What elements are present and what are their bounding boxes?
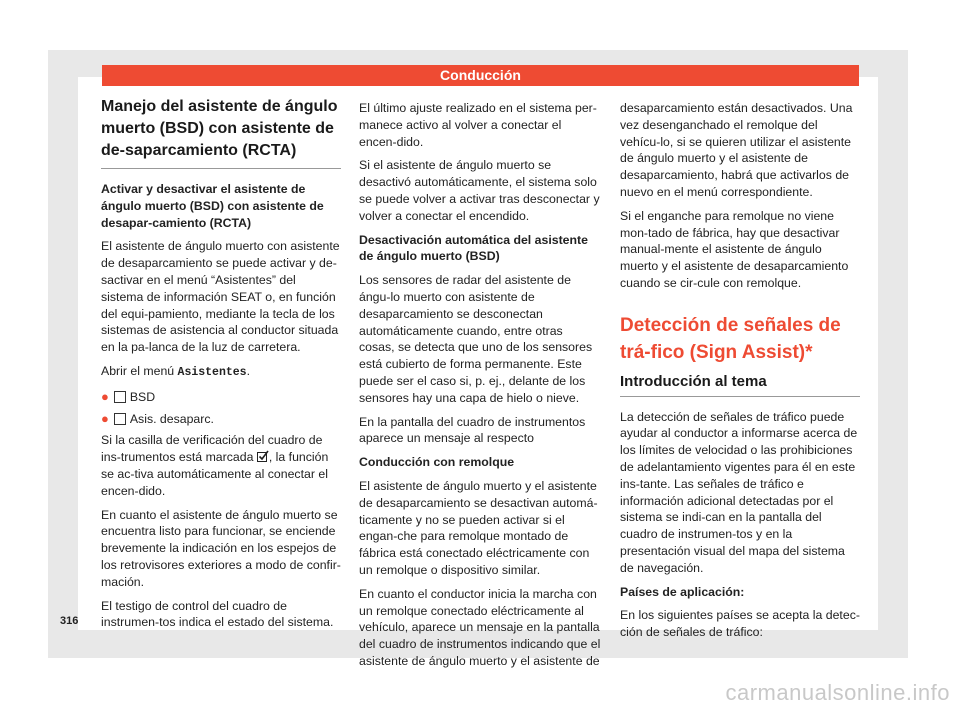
- bullet-icon: ●: [101, 410, 109, 426]
- paragraph: El testigo de control del cuadro de instrumen-tos indica el estado del sistema.: [101, 598, 334, 630]
- paragraph: En los siguientes países se acepta la detec-ción de señales de tráfico:: [620, 608, 860, 640]
- subsection-heading: Activar y desactivar el asistente de ángulo muerto (BSD) con asistente de desapar-camiento (RCTA): [101, 182, 324, 230]
- page-number: 316: [60, 615, 79, 627]
- subsection-heading: Países de aplicación:: [620, 584, 745, 599]
- paragraph: Si el enganche para remolque no viene mon-tado de fábrica, hay que desactivar manual-mente el asistente de ángulo muerto y el asistente de desaparcamiento cuando se cir-cule con remolque.: [620, 208, 849, 290]
- section-title: Manejo del asistente de ángulo muerto (BSD) con asistente de de-saparcamiento (RCTA): [101, 96, 341, 169]
- watermark: carmanualsonline.info: [725, 680, 950, 705]
- menu-instruction-end: .: [246, 363, 250, 378]
- list-item-label: Asis. desaparc.: [129, 411, 214, 426]
- subsection-heading: Desactivación automática del asistente de ángulo muerto (BSD): [359, 232, 588, 264]
- list-item: [101, 411, 341, 428]
- checkbox-icon: [114, 391, 126, 403]
- paragraph: La detección de señales de tráfico puede ayudar al conductor a informarse acerca de los límites de velocidad o las prohibiciones de adelantamiento vigentes para él en este ins-tante. Las señales de tráfico e información adicional detectadas por el sistema se indi-can en la pantalla del cuadro de instrumen-tos y en la presentación visual del mapa del sistema de navegación.: [620, 409, 858, 575]
- menu-name: Asistentes: [177, 365, 247, 379]
- checked-checkbox-icon: [257, 450, 269, 462]
- subsection-heading: Conducción con remolque: [359, 455, 515, 470]
- chapter-title: Detección de señales de trá-fico (Sign Assist)*: [620, 314, 841, 363]
- paragraph-text: , la función se ac-tiva automáticamente al conectar el encen-dido.: [101, 450, 329, 498]
- chapter-header: Conducción: [102, 65, 859, 86]
- bullet-icon: ●: [101, 388, 109, 404]
- paragraph: Los sensores de radar del asistente de ángu-lo muerto con asistente de desaparcamiento se desconectan automáticamente cuando, entre otras cosas, se detecta que uno de los sensores está cubierto de forma permanente. Este puede ser el caso si, p. ej., delante de los sensores hay una capa de hielo o nieve.: [359, 273, 593, 405]
- paragraph: En la pantalla del cuadro de instrumentos aparece un mensaje al respecto: [359, 414, 586, 446]
- column-1: [101, 96, 341, 638]
- paragraph: El asistente de ángulo muerto y el asistente de desaparcamiento se desactivan automá-ticamente y no se pueden activar si el engan-che para remolque montado de fábrica está conectado eléctricamente con un remolque o dispositivo similar.: [359, 478, 598, 577]
- paragraph: desaparcamiento están desactivados. Una vez desenganchado el remolque del vehícu-lo, si se quieren utilizar el asistente de ángulo muerto y el asistente de desaparcamiento, habrá que activarlos de nuevo en el menú correspondiente.: [620, 101, 853, 199]
- paragraph: [101, 432, 341, 499]
- paragraph: El último ajuste realizado en el sistema per-manece activo al volver a conectar el encen-dido.: [359, 101, 597, 149]
- column-3: [620, 100, 860, 648]
- checkbox-icon: [114, 413, 126, 425]
- paragraph-text: Si la casilla de verificación del cuadro de ins-trumentos está marcada: [101, 433, 323, 465]
- section-title: Introducción al tema: [620, 374, 860, 397]
- paragraph: En cuanto el conductor inicia la marcha con un remolque conectado eléctricamente al vehículo, aparece un mensaje en la pantalla del cuadro de instrumentos indicando que el asistente de ángulo muerto y el asistente de: [359, 586, 601, 668]
- menu-instruction-text: Abrir el menú: [101, 363, 178, 378]
- menu-instruction: [101, 363, 341, 382]
- list-item-label: BSD: [129, 389, 156, 404]
- paragraph: Si el asistente de ángulo muerto se desactivó automáticamente, el sistema solo se puede volver a activar tras desconectar y volver a conectar el encendido.: [359, 158, 600, 223]
- paragraph: En cuanto el asistente de ángulo muerto se encuentra listo para funcionar, se enciende brevemente la indicación en los espejos de los retrovisores exteriores a modo de confir-mación.: [101, 507, 341, 589]
- list-item: [101, 389, 341, 406]
- column-2: [359, 100, 601, 677]
- paragraph: El asistente de ángulo muerto con asistente de desaparcamiento se puede activar y de-sactivar en el menú “Asistentes” del sistema de información SEAT o, en función del equi-pamiento, mediante la tecla de los sistemas de asistencia al conductor situada en la pa-lanca de la luz de carretera.: [101, 239, 340, 355]
